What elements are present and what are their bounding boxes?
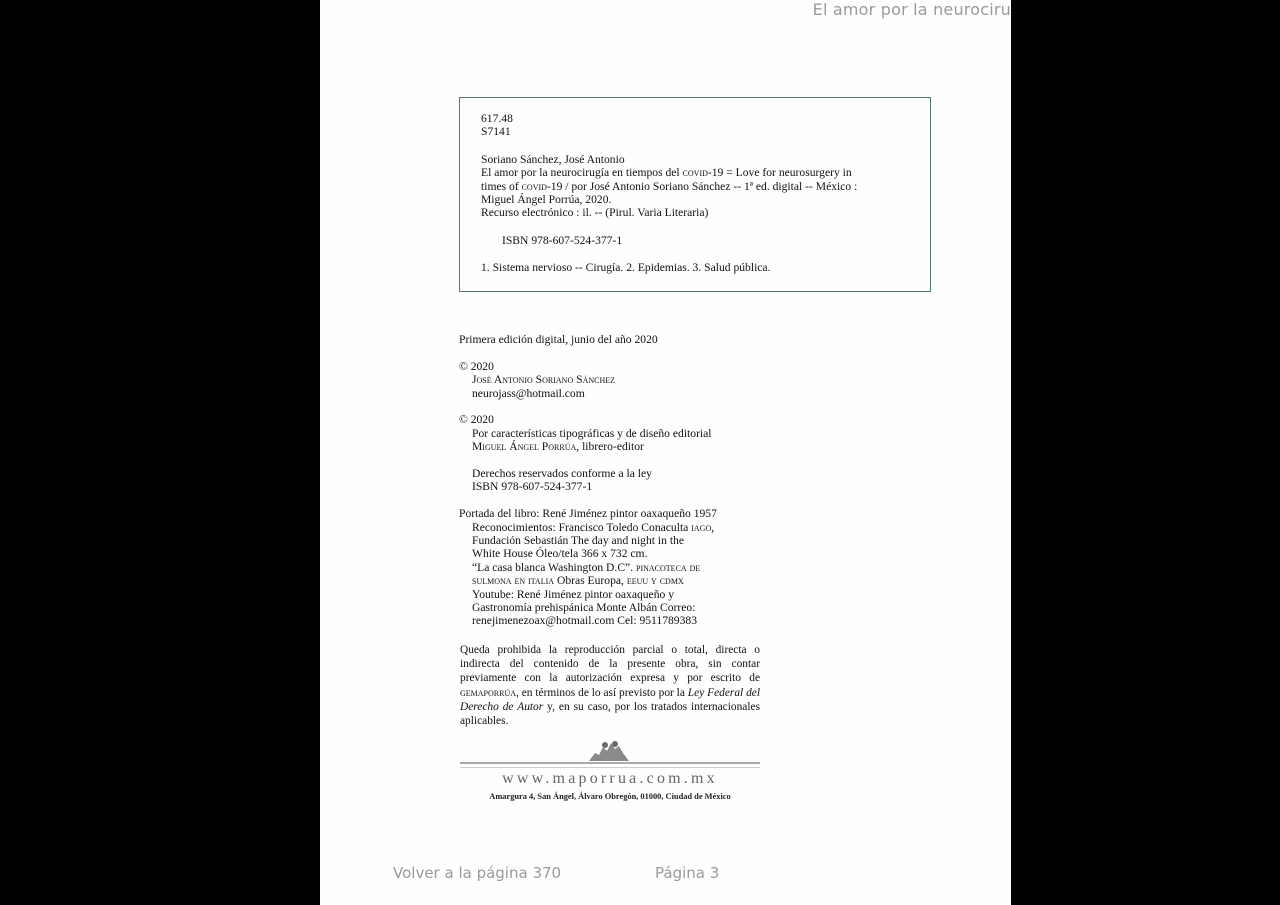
book-page: [320, 0, 1011, 905]
cover-credit-line-2: Reconocimientos: Francisco Toledo Conaculta iago,: [472, 520, 715, 534]
catalog-format-line: Recurso electrónico : il. -- (Pirul. Varia Literaria): [481, 206, 709, 220]
catalog-title-line-1: El amor por la neurocirugía en tiempos del covid-19 = Love for neurosurgery in: [481, 166, 852, 180]
copyright-2-holder: Miguel Ángel Porrúa, librero-editor: [472, 440, 644, 454]
publisher-address: Amargura 4, San Ángel, Álvaro Obregón, 01000, Ciudad de México: [489, 792, 731, 801]
copyright-1-holder: José Antonio Soriano Sánchez: [472, 373, 616, 387]
cover-credit-line-3: Fundación Sebastián The day and night in the: [472, 534, 684, 548]
cover-credit-line-5: “La casa blanca Washington D.C”. pinacoteca de: [472, 560, 701, 574]
running-title: El amor por la neurociru: [812, 0, 1011, 19]
credits-block: [459, 333, 769, 628]
copyright-1-email: neurojass@hotmail.com: [472, 386, 585, 400]
cover-credit-line-7: Youtube: René Jiménez pintor oaxaqueño y: [472, 587, 674, 601]
copyright-1-year: © 2020: [459, 359, 494, 373]
catalog-publisher-line: Miguel Ángel Porrúa, 2020.: [481, 193, 612, 207]
catalog-record-box: [459, 97, 931, 292]
back-to-page-link[interactable]: Volver a la página 370: [393, 864, 562, 882]
cutter-number: S7141: [481, 125, 511, 139]
cover-credit-line-8: Gastronomía prehispánica Monte Albán Correo:: [472, 601, 696, 615]
page-number: Página 3: [655, 864, 720, 882]
catalog-title-line-2: times of covid-19 / por José Antonio Soriano Sánchez -- 1ª ed. digital -- México :: [481, 179, 858, 193]
credits-isbn: ISBN 978-607-524-377-1: [472, 480, 593, 494]
edition-line: Primera edición digital, junio del año 2020: [459, 333, 658, 346]
ornament-icon: [585, 737, 633, 763]
classification-number: 617.48: [481, 112, 513, 125]
cover-credit-line-1: Portada del libro: René Jiménez pintor oaxaqueño 1957: [459, 507, 717, 521]
catalog-subjects: 1. Sistema nervioso -- Cirugía. 2. Epidemias. 3. Salud pública.: [481, 261, 771, 275]
cover-credit-line-6: sulmona en italia Obras Europa, eeuu y cdmx: [472, 574, 684, 588]
rights-reserved: Derechos reservados conforme a la ley: [472, 467, 652, 481]
catalog-isbn: ISBN 978-607-524-377-1: [502, 233, 623, 247]
cover-credit-line-4: White House Óleo/tela 366 x 732 cm.: [472, 547, 648, 561]
publisher-url: www.maporrua.com.mx: [502, 770, 718, 787]
copyright-2-description: Por características tipográficas y de diseño editorial: [472, 426, 712, 440]
legal-notice: Queda prohibida la reproducción parcial o total, directa o indirecta del contenido de la presente obra, sin contar previamente con la autorización expresa y por escrito de gemaporrúa, en términos de lo así previsto por la Ley Federal del Derecho de Autor y, en su caso, por los tratados internacionales aplicables.: [460, 644, 761, 728]
cover-credit-line-9: renejimenezoax@hotmail.com Cel: 9511789383: [472, 614, 697, 628]
catalog-author: Soriano Sánchez, José Antonio: [481, 152, 625, 166]
copyright-2-year: © 2020: [459, 413, 494, 427]
publisher-logo: [460, 737, 760, 807]
